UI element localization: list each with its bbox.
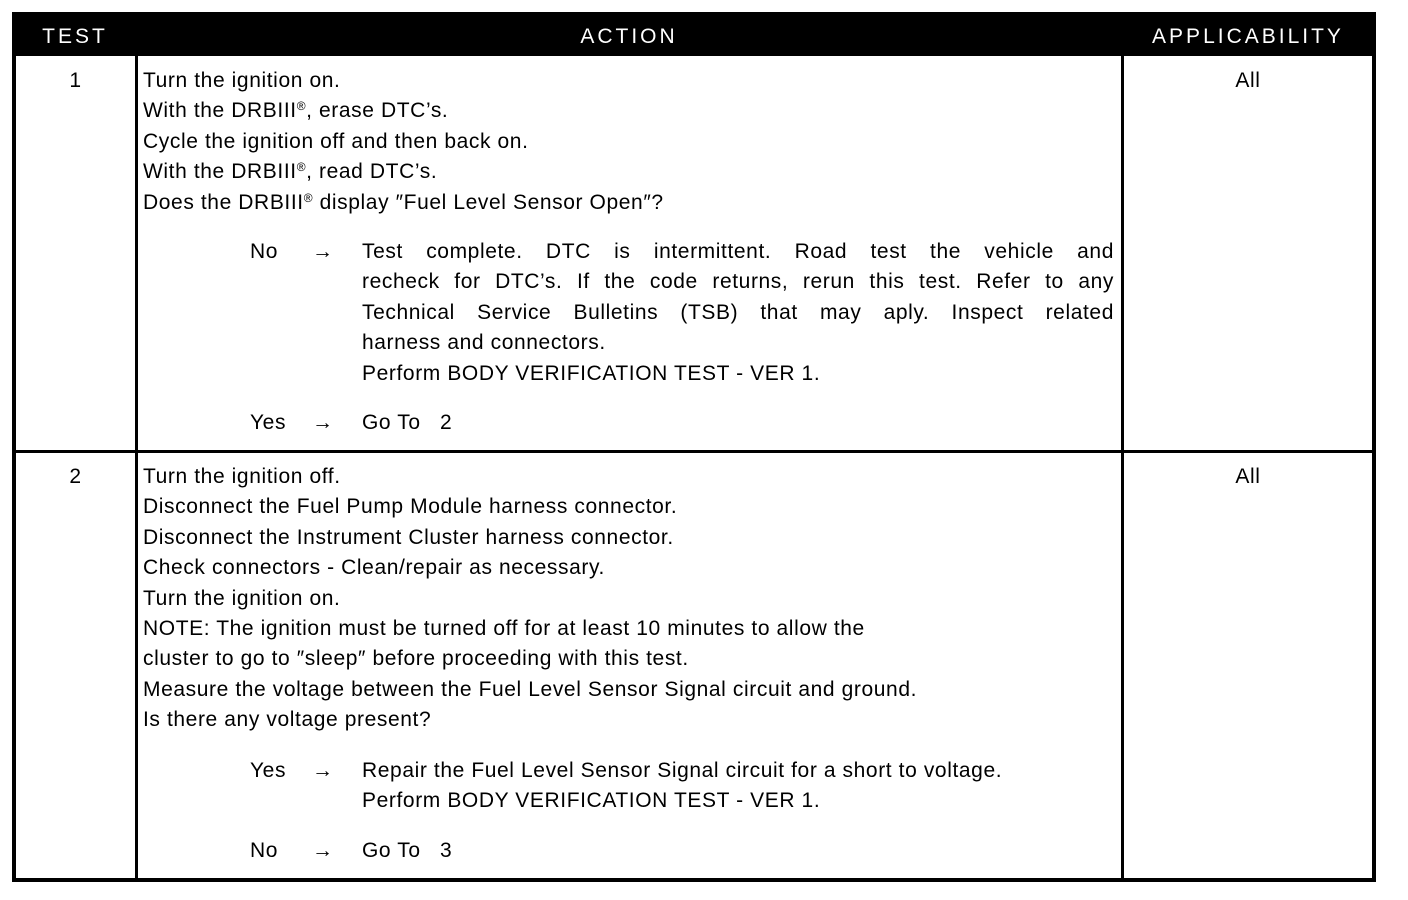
- applicability-value: All: [1235, 465, 1261, 488]
- header-action: ACTION: [580, 25, 678, 48]
- arrow-icon: →: [312, 839, 334, 862]
- action-step: Cycle the ignition off and then back on.: [143, 129, 529, 153]
- answer-no: [250, 836, 1118, 868]
- action-step: Disconnect the Fuel Pump Module harness connector.: [143, 495, 678, 519]
- test-number: 1: [69, 69, 82, 92]
- answer-line: Repair the Fuel Level Sensor Signal circuit for a short to voltage.: [362, 759, 1003, 782]
- action-step: cluster to go to ″sleep″ before proceeding with this test.: [143, 647, 689, 671]
- action-steps: [143, 66, 1118, 218]
- answer-label: Yes: [250, 759, 287, 782]
- action-step: Turn the ignition on.: [143, 69, 341, 92]
- answer-no: [250, 237, 1118, 397]
- answer-line: harness and connectors.: [362, 331, 606, 355]
- goto-step: Go To 2: [362, 411, 453, 434]
- action-step: Is there any voltage present?: [143, 708, 432, 732]
- goto-step: Go To 3: [362, 839, 453, 862]
- answer-text: [362, 408, 1114, 438]
- action-step: Turn the ignition off.: [143, 465, 341, 488]
- answer-text: [362, 237, 1114, 389]
- arrow-icon: →: [312, 759, 334, 782]
- action-step: Check connectors - Clean/repair as necessary.: [143, 556, 605, 580]
- action-step: NOTE: The ignition must be turned off for at least 10 minutes to allow the: [143, 616, 865, 640]
- answer-line: Test complete. DTC is intermittent. Road test the vehicle and: [362, 240, 1114, 263]
- action-step: With the DRBIII®, erase DTC’s.: [143, 99, 449, 123]
- action-step: With the DRBIII®, read DTC’s.: [143, 160, 438, 184]
- answer-label: Yes: [250, 411, 287, 434]
- arrow-icon: →: [312, 411, 334, 434]
- action-steps: [143, 462, 1118, 736]
- table-header: [16, 16, 1372, 56]
- answer-line: Technical Service Bulletins (TSB) that may aply. Inspect related: [362, 300, 1114, 324]
- diagnostic-test-table: [12, 12, 1376, 882]
- answer-yes: [250, 756, 1118, 820]
- header-applicability: APPLICABILITY: [1152, 25, 1344, 48]
- action-step: Does the DRBIII® display ″Fuel Level Sensor Open″?: [143, 190, 664, 214]
- column-divider: [135, 56, 138, 878]
- test-number: 2: [69, 465, 82, 488]
- answer-label: No: [250, 240, 279, 263]
- header-test: TEST: [42, 25, 108, 48]
- action-step: Disconnect the Instrument Cluster harness connector.: [143, 525, 674, 549]
- answer-line: Perform BODY VERIFICATION TEST - VER 1.: [362, 361, 821, 385]
- row-divider: [16, 450, 1372, 453]
- answer-label: No: [250, 839, 279, 862]
- arrow-icon: →: [312, 240, 334, 263]
- answer-text: [362, 756, 1114, 817]
- answer-line: Perform BODY VERIFICATION TEST - VER 1.: [362, 789, 821, 813]
- answer-text: [362, 836, 1114, 866]
- answer-yes: [250, 408, 1118, 440]
- applicability-value: All: [1235, 69, 1261, 92]
- action-step: Turn the ignition on.: [143, 586, 341, 610]
- answer-line: recheck for DTC’s. If the code returns, rerun this test. Refer to any: [362, 270, 1114, 294]
- action-step: Measure the voltage between the Fuel Level Sensor Signal circuit and ground.: [143, 677, 918, 701]
